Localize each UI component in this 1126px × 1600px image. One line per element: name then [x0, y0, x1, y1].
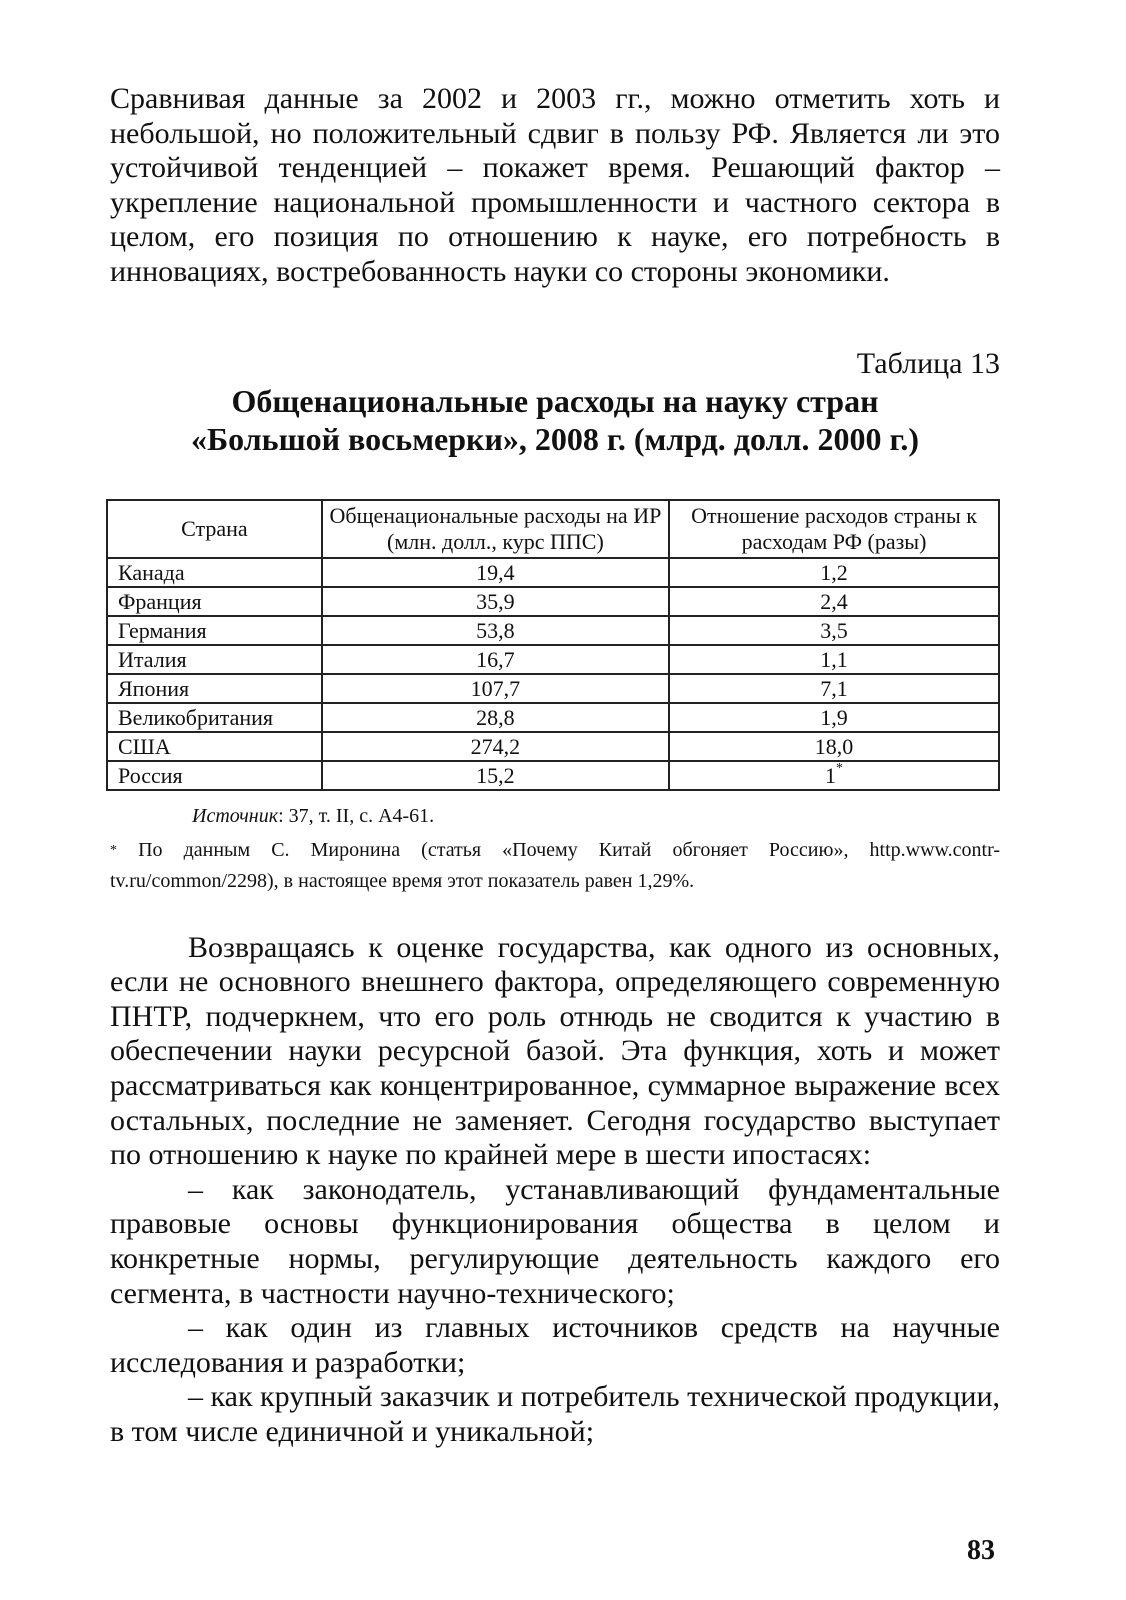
expenditure-table	[106, 499, 1000, 791]
header-ratio: Отношение расходов страны к расходам РФ (разы)	[669, 500, 999, 558]
page-content	[110, 82, 1000, 1449]
country-cell: Германия	[107, 616, 322, 645]
table-row	[107, 587, 999, 616]
expenditure-cell: 28,8	[322, 703, 669, 732]
ratio-value: 1	[825, 762, 837, 788]
expenditure-cell: 15,2	[322, 761, 669, 790]
ratio-cell: 7,1	[669, 674, 999, 703]
table-row	[107, 558, 999, 587]
header-expenditure: Общенациональные расходы на ИР (млн. долл., курс ППС)	[322, 500, 669, 558]
table-row	[107, 645, 999, 674]
country-cell: Франция	[107, 587, 322, 616]
footnote-text: По данным С. Миронина (статья «Почему Китай обгоняет Россию», http.www.contr-tv.ru/common/2298), в настоящее время этот показатель равен 1,29%.	[110, 838, 1001, 892]
expenditure-cell: 53,8	[322, 616, 669, 645]
table-title-line-2: «Большой восьмерки», 2008 г. (млрд. долл. 2000 г.)	[190, 420, 920, 457]
ratio-cell: 3,5	[669, 616, 999, 645]
page-number: 83	[967, 1535, 995, 1566]
header-country: Страна	[107, 500, 322, 558]
body-paragraph: – как один из главных источников средств на научные исследования и разработки;	[110, 1311, 1000, 1379]
table-row	[107, 761, 999, 790]
ratio-cell: 1,9	[669, 703, 999, 732]
ratio-cell: 1,2	[669, 558, 999, 587]
source-text: : 37, т. II, с. А4-61.	[278, 804, 435, 827]
body-paragraph: – как законодатель, устанавливающий фундаментальные правовые основы функционирования общества в целом и конкретные нормы, регулирующие деятельность каждого его сегмента, в частности научно-технического;	[110, 1172, 1000, 1310]
ratio-cell: 2,4	[669, 587, 999, 616]
table-title-line-1: Общенациональные расходы на науку стран	[231, 382, 879, 419]
table-source	[192, 803, 1000, 829]
table-label: Таблица 13	[856, 346, 1000, 380]
table-row	[107, 703, 999, 732]
ratio-cell	[669, 761, 999, 790]
body-paragraph: Возвращаясь к оценке государства, как одного из основных, если не основного внешнего фактора, определяющего современную ПНТР, подчеркнем, что его роль отнюдь не сводится к участию в обеспечении науки ресурсной базой. Эта функция, хоть и может рассматриваться как концентрированное, суммарное выражение всех остальных, последние не заменяет. Сегодня государство выступает по отношению к науке по крайней мере в шести ипостасях:	[110, 930, 1000, 1172]
source-label: Источник	[192, 804, 279, 827]
table-row	[107, 674, 999, 703]
ratio-cell: 18,0	[669, 732, 999, 761]
country-cell: США	[107, 732, 322, 761]
table-row	[107, 732, 999, 761]
expenditure-cell: 274,2	[322, 732, 669, 761]
country-cell: Великобритания	[107, 703, 322, 732]
footnote-marker: *	[836, 760, 844, 776]
intro-paragraph: Сравнивая данные за 2002 и 2003 гг., можно отметить хоть и небольшой, но положительный сдвиг в пользу РФ. Является ли это устойчивой тенденцией – покажет время. Решающий фактор – укрепление национальной промышленности и частного сектора в целом, его позиция по отношению к науке, его потребность в инновациях, востребованность науки со стороны экономики.	[110, 82, 1000, 288]
table-footnote	[110, 835, 1000, 897]
ratio-cell: 1,1	[669, 645, 999, 674]
expenditure-cell: 19,4	[322, 558, 669, 587]
country-cell: Канада	[107, 558, 322, 587]
expenditure-cell: 35,9	[322, 587, 669, 616]
country-cell: Япония	[107, 674, 322, 703]
country-cell: Италия	[107, 645, 322, 674]
expenditure-cell: 107,7	[322, 674, 669, 703]
table-header-row	[107, 500, 999, 558]
body-paragraph: – как крупный заказчик и потребитель технической продукции, в том числе единичной и уникальной;	[110, 1380, 1000, 1448]
footnote-mark: *	[110, 842, 117, 858]
table-row	[107, 616, 999, 645]
expenditure-cell: 16,7	[322, 645, 669, 674]
country-cell: Россия	[107, 761, 322, 790]
